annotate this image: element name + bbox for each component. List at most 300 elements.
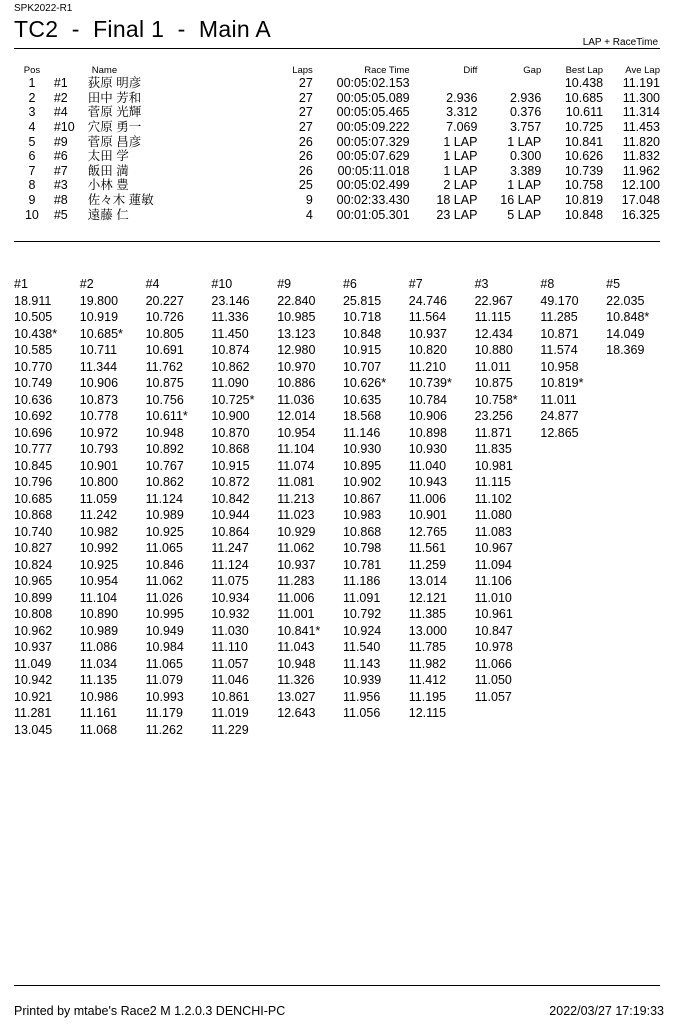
- lap-time: 11.075: [211, 574, 249, 588]
- lap-time: 12.115: [408, 706, 447, 720]
- lap-time: 10.871: [540, 326, 579, 341]
- lap-column-car-no: #7: [408, 277, 423, 291]
- lap-time: 10.626*: [342, 376, 387, 390]
- cell-ave-lap: 11.191: [622, 76, 660, 91]
- lap-time: 10.993: [145, 689, 184, 704]
- lap-time: 11.043: [277, 640, 315, 654]
- result-row: [14, 207, 662, 222]
- lap-time: 10.925: [145, 524, 184, 539]
- lap-time: 10.937: [277, 557, 316, 572]
- lap-time: 10.848: [342, 326, 382, 341]
- lap-time: 49.170: [540, 293, 579, 308]
- cell-car-no: #6: [53, 149, 68, 164]
- lap-column: [277, 276, 343, 738]
- lap-time: 11.210: [408, 359, 447, 374]
- lap-time: 10.899: [14, 590, 53, 605]
- lap-time: 10.943: [408, 475, 448, 489]
- lap-time: 10.906: [79, 376, 119, 390]
- lap-column: [80, 276, 146, 738]
- cell-pos: 5: [28, 134, 36, 149]
- cell-ave-lap: 11.832: [622, 149, 660, 164]
- lap-time: 11.247: [211, 541, 249, 555]
- cell-driver-name: 田中 芳和: [87, 90, 142, 105]
- result-row: [14, 149, 662, 164]
- lap-time: 10.635: [342, 392, 382, 407]
- lap-time: 10.961: [474, 607, 513, 621]
- lap-time: 11.283: [277, 574, 315, 588]
- lap-time: 10.798: [342, 541, 382, 555]
- result-row: [14, 120, 662, 135]
- cell-best-lap: 10.611: [565, 105, 604, 120]
- lap-time: 10.965: [14, 574, 53, 588]
- lap-time: 10.792: [342, 607, 382, 621]
- lap-time: 11.285: [540, 310, 578, 324]
- lap-time: 10.696: [14, 425, 53, 440]
- lap-time: 11.083: [474, 524, 512, 539]
- lap-time: 11.124: [145, 491, 183, 506]
- result-row: [14, 193, 662, 208]
- lap-time: 11.091: [342, 590, 381, 605]
- lap-column-car-no: #8: [540, 277, 555, 291]
- cell-car-no: #4: [53, 105, 68, 120]
- lap-time: 10.758*: [474, 392, 518, 407]
- cell-ave-lap: 11.300: [622, 90, 660, 105]
- cell-pos: 6: [28, 149, 36, 164]
- lap-time: 10.827: [14, 541, 53, 555]
- lap-time: 22.035: [606, 293, 645, 308]
- lap-time: 18.369: [606, 343, 645, 357]
- cell-best-lap: 10.685: [564, 90, 604, 105]
- cell-ave-lap: 11.453: [622, 120, 660, 135]
- results-header-row: [14, 62, 662, 76]
- event-code: SPK2022-R1: [14, 3, 73, 14]
- lap-time: 11.057: [474, 689, 512, 704]
- lap-time: 11.049: [14, 656, 52, 671]
- col-header-ave-lap: Ave Lap: [625, 65, 660, 76]
- lap-time: 10.847: [474, 623, 513, 638]
- cell-pos: 9: [28, 193, 36, 208]
- lap-time: 10.793: [79, 442, 119, 456]
- lap-time: 11.259: [408, 557, 447, 572]
- lap-column: [14, 276, 80, 738]
- lap-time: 11.179: [145, 706, 183, 720]
- lap-time: 10.921: [14, 689, 53, 704]
- lap-time: 19.800: [79, 293, 119, 308]
- lap-time: 11.062: [277, 541, 315, 555]
- lap-time: 10.868: [211, 442, 250, 456]
- lap-time: 10.934: [211, 590, 250, 605]
- lap-time: 10.864: [211, 524, 250, 539]
- cell-ave-lap: 11.314: [622, 105, 660, 120]
- lap-time: 10.949: [145, 623, 184, 638]
- cell-race-time: 00:05:11.018: [337, 163, 410, 178]
- lap-time: 11.871: [474, 425, 512, 440]
- lap-time: 11.956: [342, 689, 381, 704]
- lap-column: [475, 276, 541, 738]
- lap-time: 10.970: [277, 359, 316, 374]
- cell-pos: 3: [28, 105, 36, 120]
- lap-time: 10.718: [342, 310, 382, 324]
- lap-time: 10.902: [342, 475, 382, 489]
- cell-driver-name: 菅原 昌彦: [87, 134, 142, 149]
- lap-time: 10.872: [211, 475, 250, 489]
- lap-time: 13.027: [277, 689, 316, 704]
- lap-time: 10.875: [145, 376, 184, 390]
- lap-time: 11.450: [211, 326, 249, 341]
- lap-time: 11.106: [474, 574, 512, 588]
- cell-driver-name: 佐々木 蓮敏: [87, 193, 154, 208]
- lap-time: 11.006: [277, 590, 315, 605]
- lap-time: 10.932: [211, 607, 250, 621]
- lap-time: 10.781: [342, 557, 382, 572]
- lap-time: 11.982: [408, 656, 447, 671]
- lap-time: 10.985: [277, 310, 316, 324]
- cell-ave-lap: 11.820: [622, 134, 660, 149]
- lap-time: 10.692: [14, 409, 53, 423]
- lap-time: 10.870: [211, 425, 250, 440]
- lap-time: 10.948: [145, 425, 184, 440]
- cell-car-no: #7: [53, 163, 68, 178]
- lap-time: 10.862: [211, 359, 250, 374]
- col-header-best-lap: Best Lap: [565, 65, 604, 76]
- lap-time: 10.842: [211, 491, 250, 506]
- lap-time: 10.989: [79, 623, 119, 638]
- lap-time: 11.104: [79, 590, 118, 605]
- lap-time: 12.121: [408, 590, 448, 605]
- lap-time: 11.564: [408, 310, 447, 324]
- cell-driver-name: 遠藤 仁: [87, 207, 129, 222]
- cell-laps: 26: [298, 134, 313, 149]
- cell-driver-name: 飯田 満: [87, 163, 129, 178]
- cell-best-lap: 10.848: [564, 207, 604, 222]
- lap-time: 12.765: [408, 524, 448, 539]
- lap-column: [211, 276, 277, 738]
- cell-diff: 18 LAP: [436, 193, 478, 208]
- lap-times-grid: [14, 276, 672, 738]
- cell-car-no: #1: [53, 76, 68, 91]
- lap-time: 10.725*: [211, 392, 255, 407]
- lap-time: 11.011: [474, 359, 511, 374]
- cell-pos: 7: [28, 163, 36, 178]
- lap-time: 10.981: [474, 458, 513, 473]
- lap-time: 10.749: [14, 376, 53, 390]
- lap-time: 10.867: [342, 491, 382, 506]
- cell-race-time: 00:02:33.430: [336, 193, 410, 208]
- lap-time: 11.835: [474, 442, 512, 456]
- lap-time: 10.875: [474, 376, 513, 390]
- lap-time: 11.385: [408, 607, 447, 621]
- header-divider: [14, 48, 660, 49]
- lap-time: 11.068: [79, 722, 118, 737]
- result-row: [14, 76, 662, 91]
- cell-pos: 8: [28, 178, 36, 193]
- cell-race-time: 00:05:05.465: [336, 105, 410, 120]
- lap-column-car-no: #5: [606, 277, 621, 291]
- lap-time: 10.636: [14, 392, 53, 407]
- lap-time: 11.062: [145, 574, 183, 588]
- lap-time: 10.873: [79, 392, 119, 407]
- lap-time: 10.707: [342, 359, 382, 374]
- lap-time: 10.958: [540, 359, 579, 374]
- lap-time: 10.880: [474, 343, 513, 357]
- lap-time: 25.815: [342, 293, 382, 308]
- cell-laps: 27: [298, 76, 313, 91]
- col-header-no: [50, 62, 88, 76]
- lap-time: 10.868: [342, 524, 382, 539]
- cell-diff: 2 LAP: [443, 178, 478, 193]
- lap-time: 11.065: [145, 656, 183, 671]
- lap-time: 11.036: [277, 392, 315, 407]
- lap-time: 10.901: [79, 458, 119, 473]
- lap-time: 10.942: [14, 673, 53, 687]
- cell-gap: 3.389: [509, 163, 542, 178]
- lap-time: 10.824: [14, 557, 53, 572]
- lap-time: 11.195: [408, 689, 447, 704]
- lap-time: 10.954: [79, 574, 119, 588]
- cell-car-no: #9: [53, 134, 68, 149]
- lap-time: 14.049: [606, 326, 645, 341]
- lap-time: 10.898: [408, 425, 448, 440]
- result-row: [14, 91, 662, 106]
- cell-diff: 1 LAP: [443, 163, 478, 178]
- lap-time: 10.930: [408, 442, 448, 456]
- lap-time: 10.767: [145, 458, 184, 473]
- lap-time: 11.059: [79, 491, 118, 506]
- col-header-gap: Gap: [523, 65, 542, 76]
- lap-time: 10.505: [14, 310, 53, 324]
- lap-time: 11.785: [408, 640, 447, 654]
- lap-time: 11.090: [211, 376, 249, 390]
- cell-ave-lap: 11.962: [622, 163, 660, 178]
- lap-time: 10.925: [79, 557, 119, 572]
- result-row: [14, 105, 662, 120]
- lap-time: 11.124: [211, 557, 249, 572]
- lap-time: 10.967: [474, 541, 513, 555]
- lap-time: 11.161: [79, 706, 118, 720]
- lap-time: 10.611*: [145, 409, 188, 423]
- lap-time: 10.848*: [606, 310, 650, 324]
- cell-pos: 10: [24, 207, 39, 222]
- cell-diff: 23 LAP: [436, 207, 478, 222]
- footer-divider: [14, 985, 660, 986]
- cell-pos: 4: [28, 120, 36, 135]
- cell-car-no: #5: [53, 207, 68, 222]
- cell-car-no: #10: [53, 120, 75, 135]
- cell-laps: 27: [298, 105, 313, 120]
- lap-time: 10.739*: [408, 376, 452, 390]
- lap-time: 10.862: [145, 475, 184, 489]
- lap-time: 10.886: [277, 376, 316, 390]
- lap-time: 11.030: [211, 623, 249, 638]
- cell-laps: 4: [305, 207, 313, 222]
- lap-time: 11.034: [79, 656, 118, 671]
- lap-time: 12.643: [277, 706, 316, 720]
- lap-time: 10.954: [277, 425, 316, 440]
- lap-time: 11.056: [342, 706, 381, 720]
- lap-time: 11.242: [79, 508, 118, 522]
- lap-time: 11.281: [14, 706, 52, 720]
- cell-driver-name: 菅原 光輝: [87, 105, 142, 120]
- lap-time: 10.982: [79, 524, 119, 539]
- cell-car-no: #2: [53, 90, 68, 105]
- lap-time: 10.777: [14, 442, 53, 456]
- cell-best-lap: 10.758: [564, 178, 604, 193]
- lap-time: 10.784: [408, 392, 448, 407]
- lap-time: 10.756: [145, 392, 184, 407]
- cell-ave-lap: 16.325: [621, 207, 660, 222]
- lap-time: 10.983: [342, 508, 382, 522]
- lap-time: 10.900: [211, 409, 250, 423]
- lap-time: 11.074: [277, 458, 315, 473]
- lap-time: 10.438*: [14, 326, 58, 341]
- lap-time: 10.929: [277, 524, 316, 539]
- lap-time: 11.540: [342, 640, 381, 654]
- lap-time: 11.412: [408, 673, 447, 687]
- lap-time: 11.046: [211, 673, 249, 687]
- lap-time: 11.026: [145, 590, 183, 605]
- result-row: [14, 134, 662, 149]
- lap-time: 11.080: [474, 508, 512, 522]
- lap-time: 11.561: [408, 541, 447, 555]
- lap-column-car-no: #6: [342, 277, 357, 291]
- cell-race-time: 00:05:05.089: [336, 90, 410, 105]
- cell-best-lap: 10.438: [564, 76, 604, 91]
- lap-time: 10.972: [79, 425, 119, 440]
- cell-diff: 2.936: [446, 90, 478, 105]
- cell-driver-name: 穴原 勇一: [87, 120, 142, 135]
- lap-time: 11.102: [474, 491, 512, 506]
- lap-time: 11.079: [145, 673, 183, 687]
- lap-time: 11.262: [145, 722, 183, 737]
- lap-time: 10.819*: [540, 376, 584, 390]
- cell-gap: 0.376: [509, 105, 542, 120]
- lap-time: 10.978: [474, 640, 513, 654]
- cell-gap: 2.936: [509, 90, 542, 105]
- printed-at: 2022/03/27 17:19:33: [549, 1004, 664, 1018]
- lap-time: 11.081: [277, 475, 315, 489]
- lap-time: 12.434: [474, 326, 513, 341]
- lap-time: 10.711: [79, 343, 118, 357]
- lap-time: 13.000: [408, 623, 448, 638]
- lap-time: 11.186: [342, 574, 381, 588]
- lap-time: 11.336: [211, 310, 249, 324]
- lap-time: 11.115: [474, 310, 511, 324]
- cell-gap: [477, 76, 541, 91]
- lap-time: 11.762: [145, 359, 183, 374]
- cell-ave-lap: 17.048: [621, 193, 660, 208]
- lap-time: 10.726: [145, 310, 184, 324]
- cell-best-lap: 10.626: [564, 149, 604, 164]
- page-title: TC2 - Final 1 - Main A: [14, 16, 272, 42]
- lap-time: 11.057: [211, 656, 249, 671]
- cell-best-lap: 10.841: [564, 134, 604, 149]
- cell-gap: 3.757: [509, 120, 542, 135]
- lap-time: 13.123: [277, 326, 316, 341]
- results-table: [14, 62, 662, 222]
- cell-best-lap: 10.725: [564, 120, 604, 135]
- cell-laps: 25: [298, 178, 313, 193]
- cell-diff: 3.312: [446, 105, 478, 120]
- cell-laps: 26: [298, 149, 313, 164]
- cell-diff: 1 LAP: [443, 149, 478, 164]
- lap-time: 11.115: [474, 475, 511, 489]
- lap-time: 12.014: [277, 409, 316, 423]
- cell-laps: 26: [298, 163, 313, 178]
- lap-column: [343, 276, 409, 738]
- cell-driver-name: 小林 豊: [87, 178, 129, 193]
- lap-time: 11.023: [277, 508, 315, 522]
- col-header-race-time: Race Time: [364, 65, 410, 76]
- lap-time: 11.040: [408, 458, 447, 473]
- lap-time: 11.326: [277, 673, 315, 687]
- lap-column-car-no: #4: [145, 277, 160, 291]
- lap-column-car-no: #10: [211, 277, 233, 291]
- cell-race-time: 00:05:02.153: [336, 76, 410, 91]
- cell-race-time: 00:05:09.222: [336, 120, 410, 135]
- cell-laps: 27: [298, 120, 313, 135]
- lap-time: 24.877: [540, 409, 579, 423]
- lap-time: 11.066: [474, 656, 512, 671]
- lap-time: 10.930: [342, 442, 382, 456]
- cell-laps: 9: [305, 193, 313, 208]
- cell-pos: 2: [28, 90, 36, 105]
- lap-time: 11.344: [79, 359, 118, 374]
- col-header-diff: Diff: [463, 65, 478, 76]
- lap-time: 10.770: [14, 359, 53, 374]
- lap-column: [146, 276, 212, 738]
- lap-time: 11.050: [474, 673, 512, 687]
- cell-gap: 1 LAP: [507, 178, 542, 193]
- lap-time: 10.984: [145, 640, 184, 654]
- lap-time: 10.962: [14, 623, 53, 638]
- cell-laps: 27: [298, 90, 313, 105]
- lap-time: 10.939: [342, 673, 382, 687]
- cell-diff: [410, 76, 478, 91]
- lap-time: 10.944: [211, 508, 250, 522]
- lap-time: 18.911: [14, 293, 52, 308]
- cell-race-time: 00:05:07.329: [336, 134, 410, 149]
- cell-car-no: #8: [53, 193, 68, 208]
- lap-column-car-no: #9: [277, 277, 292, 291]
- lap-column-car-no: #1: [14, 277, 28, 291]
- lap-time: 10.919: [79, 310, 119, 324]
- lap-time: 13.014: [408, 574, 448, 588]
- lap-time: 11.006: [408, 491, 447, 506]
- lap-time: 11.143: [342, 656, 381, 671]
- section-divider: [14, 241, 660, 242]
- cell-best-lap: 10.819: [564, 193, 604, 208]
- lap-time: 11.110: [211, 640, 248, 654]
- lap-time: 24.746: [408, 293, 448, 308]
- lap-time: 20.227: [145, 293, 184, 308]
- lap-time: 11.135: [79, 673, 118, 687]
- result-row: [14, 164, 662, 179]
- lap-time: 11.229: [211, 722, 249, 737]
- lap-time: 10.948: [277, 656, 316, 671]
- cell-race-time: 00:01:05.301: [336, 207, 410, 222]
- lap-time: 10.890: [79, 607, 119, 621]
- cell-car-no: #3: [53, 178, 68, 193]
- lap-time: 10.995: [145, 607, 184, 621]
- lap-time: 10.901: [408, 508, 448, 522]
- lap-time: 10.937: [408, 326, 448, 341]
- lap-time: 11.574: [540, 343, 578, 357]
- col-header-laps: Laps: [292, 65, 313, 76]
- lap-time: 10.861: [211, 689, 250, 704]
- cell-diff: 7.069: [446, 120, 478, 135]
- lap-time: 18.568: [342, 409, 382, 423]
- col-header-pos: Pos: [23, 65, 41, 76]
